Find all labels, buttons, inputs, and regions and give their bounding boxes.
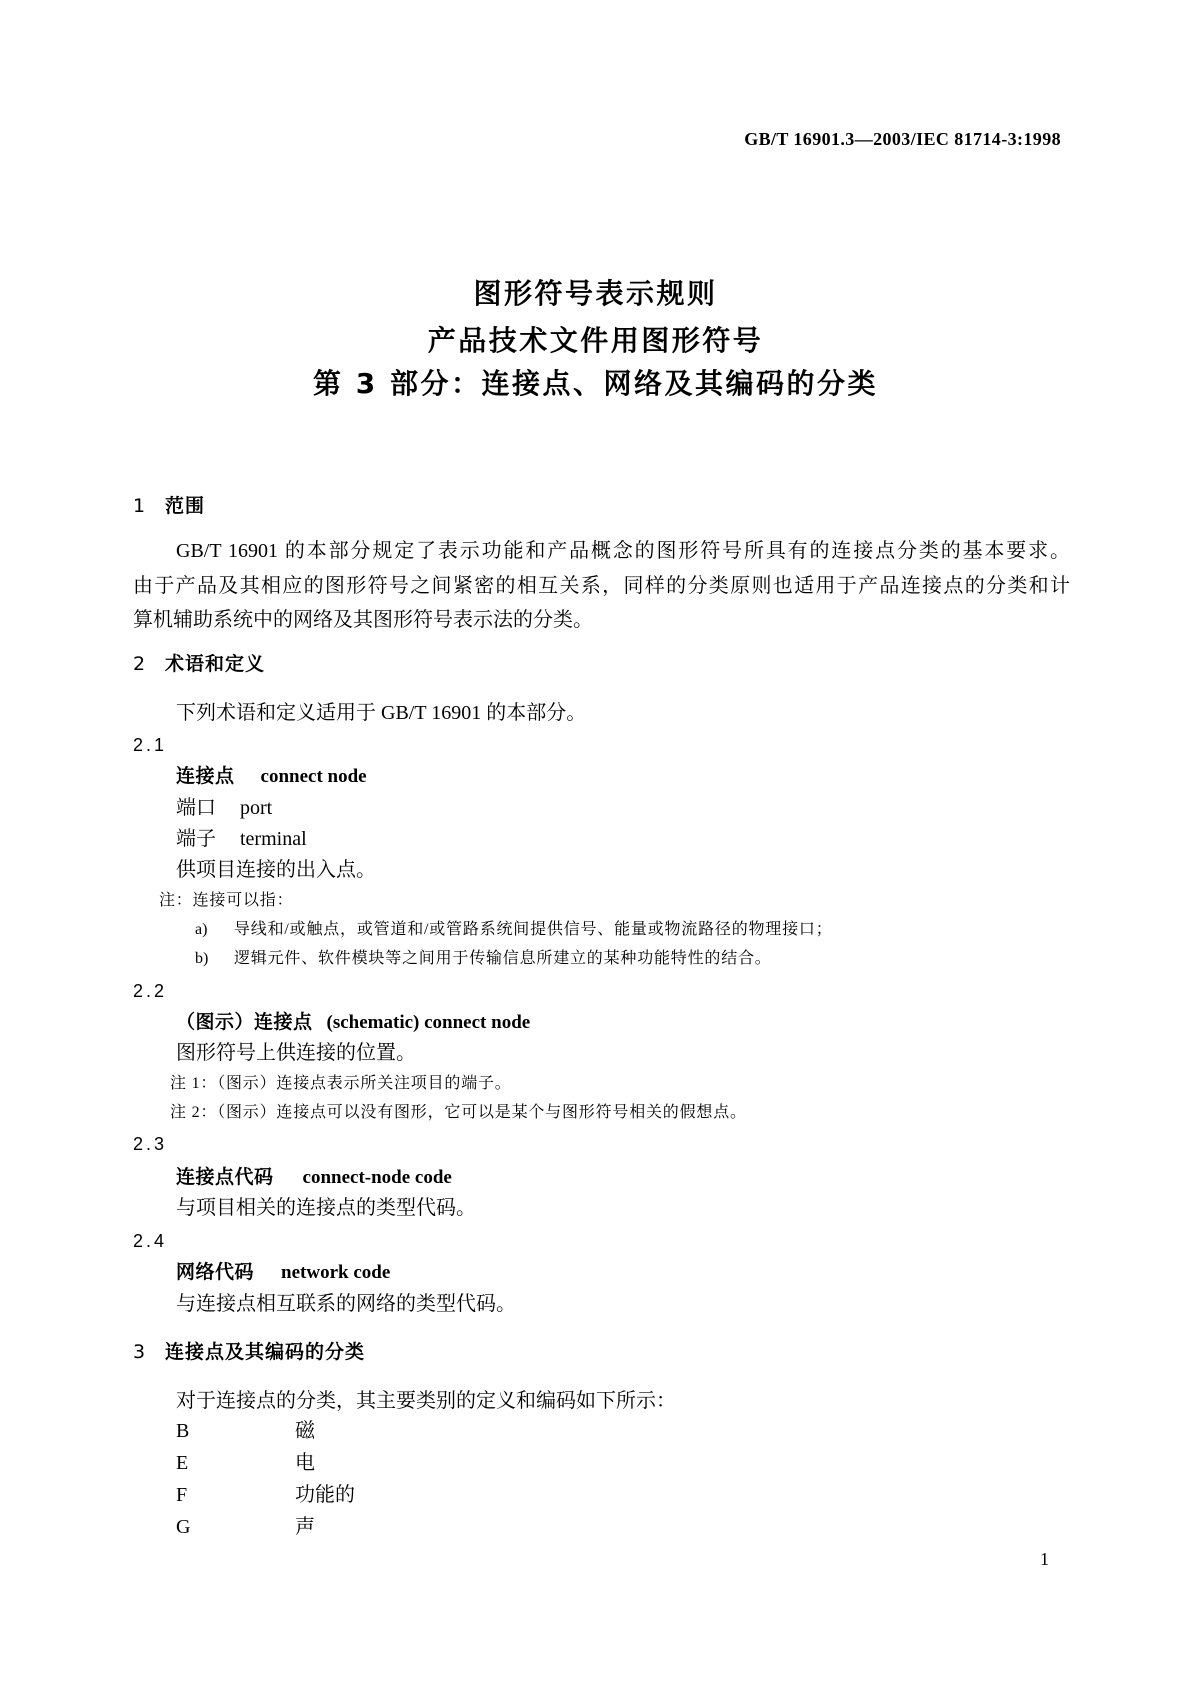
clause-number: 2.1: [133, 735, 168, 755]
paragraph-line: 由于产品及其相应的图形符号之间紧密的相互关系，同样的分类原则也适用于产品连接点的分类和计: [133, 575, 1070, 597]
section-2-heading: [133, 650, 265, 678]
section-3-heading: [133, 1338, 365, 1366]
section-number: 1: [133, 495, 146, 517]
section-title: 连接点及其编码的分类: [165, 1341, 366, 1363]
title-line-3: 第 3 部分：连接点、网络及其编码的分类: [313, 367, 878, 400]
code-row: [176, 1448, 315, 1478]
term-entry: [176, 1163, 452, 1192]
section-intro: 下列术语和定义适用于 GB/T 16901 的本部分。: [176, 702, 587, 724]
paragraph-line: GB/T 16901 的本部分规定了表示功能和产品概念的图形符号所具有的连接点分类的基本要求。: [176, 540, 1070, 562]
term-chinese: （图示）连接点: [176, 1011, 313, 1033]
code-meaning: 电: [295, 1452, 315, 1474]
note-item-label: a): [195, 921, 208, 938]
code-letter: G: [176, 1516, 191, 1538]
term-entry: [176, 1008, 530, 1037]
section-title: 术语和定义: [165, 653, 266, 675]
clause-number: 2.4: [133, 1231, 168, 1251]
title-line-1: 图形符号表示规则: [473, 277, 718, 310]
term-chinese: 连接点: [176, 765, 235, 787]
note-item-text: 逻辑元件、软件模块等之间用于传输信息所建立的某种功能特性的结合。: [234, 950, 772, 967]
term-definition: 与项目相关的连接点的类型代码。: [176, 1197, 476, 1219]
note-item-text: 导线和/或触点，或管道和/或管路系统间提供信号、能量或物流路径的物理接口；: [234, 921, 833, 938]
section-title: 范围: [165, 495, 206, 517]
standard-number-header: GB/T 16901.3—2003/IEC 81714-3:1998: [744, 129, 1061, 149]
synonym-english: terminal: [240, 828, 307, 850]
page-number: 1: [1040, 1549, 1049, 1569]
note-item: [195, 918, 833, 942]
note-intro: 注：连接可以指：: [159, 892, 294, 909]
term-definition: 与连接点相互联系的网络的类型代码。: [176, 1293, 516, 1315]
term-note: 注 2：（图示）连接点可以没有图形，它可以是某个与图形符号相关的假想点。: [170, 1104, 747, 1121]
note-item: [195, 947, 772, 971]
title-line-2: 产品技术文件用图形符号: [427, 324, 764, 357]
term-english: (schematic) connect node: [326, 1012, 531, 1033]
section-number: 3: [133, 1341, 146, 1363]
synonym-english: port: [240, 797, 273, 819]
synonym-line: [176, 824, 307, 854]
term-definition: 图形符号上供连接的位置。: [176, 1042, 416, 1064]
code-letter: E: [176, 1452, 189, 1474]
code-row: [176, 1480, 355, 1510]
term-note: 注 1：（图示）连接点表示所关注项目的端子。: [170, 1075, 512, 1092]
synonym-chinese: 端子: [176, 828, 216, 850]
code-row: [176, 1512, 315, 1542]
term-english: connect node: [260, 766, 367, 787]
term-entry: [176, 762, 367, 791]
synonym-chinese: 端口: [176, 797, 216, 819]
clause-number: 2.3: [133, 1134, 168, 1154]
term-entry: [176, 1258, 390, 1287]
code-meaning: 功能的: [295, 1484, 355, 1506]
clause-number: 2.2: [133, 981, 168, 1001]
code-meaning: 磁: [295, 1420, 315, 1442]
term-definition: 供项目连接的出入点。: [176, 859, 376, 881]
synonym-line: [176, 793, 272, 823]
code-meaning: 声: [295, 1516, 315, 1538]
note-item-label: b): [195, 950, 209, 967]
code-letter: F: [176, 1484, 188, 1506]
section-1-heading: [133, 492, 205, 520]
term-chinese: 网络代码: [176, 1261, 255, 1283]
term-chinese: 连接点代码: [176, 1166, 274, 1188]
code-row: [176, 1416, 315, 1446]
code-letter: B: [176, 1420, 190, 1442]
section-intro: 对于连接点的分类，其主要类别的定义和编码如下所示：: [176, 1390, 676, 1412]
paragraph-line: 算机辅助系统中的网络及其图形符号表示法的分类。: [133, 609, 593, 631]
section-number: 2: [133, 653, 146, 675]
term-english: connect-node code: [302, 1167, 452, 1188]
term-english: network code: [281, 1262, 391, 1283]
